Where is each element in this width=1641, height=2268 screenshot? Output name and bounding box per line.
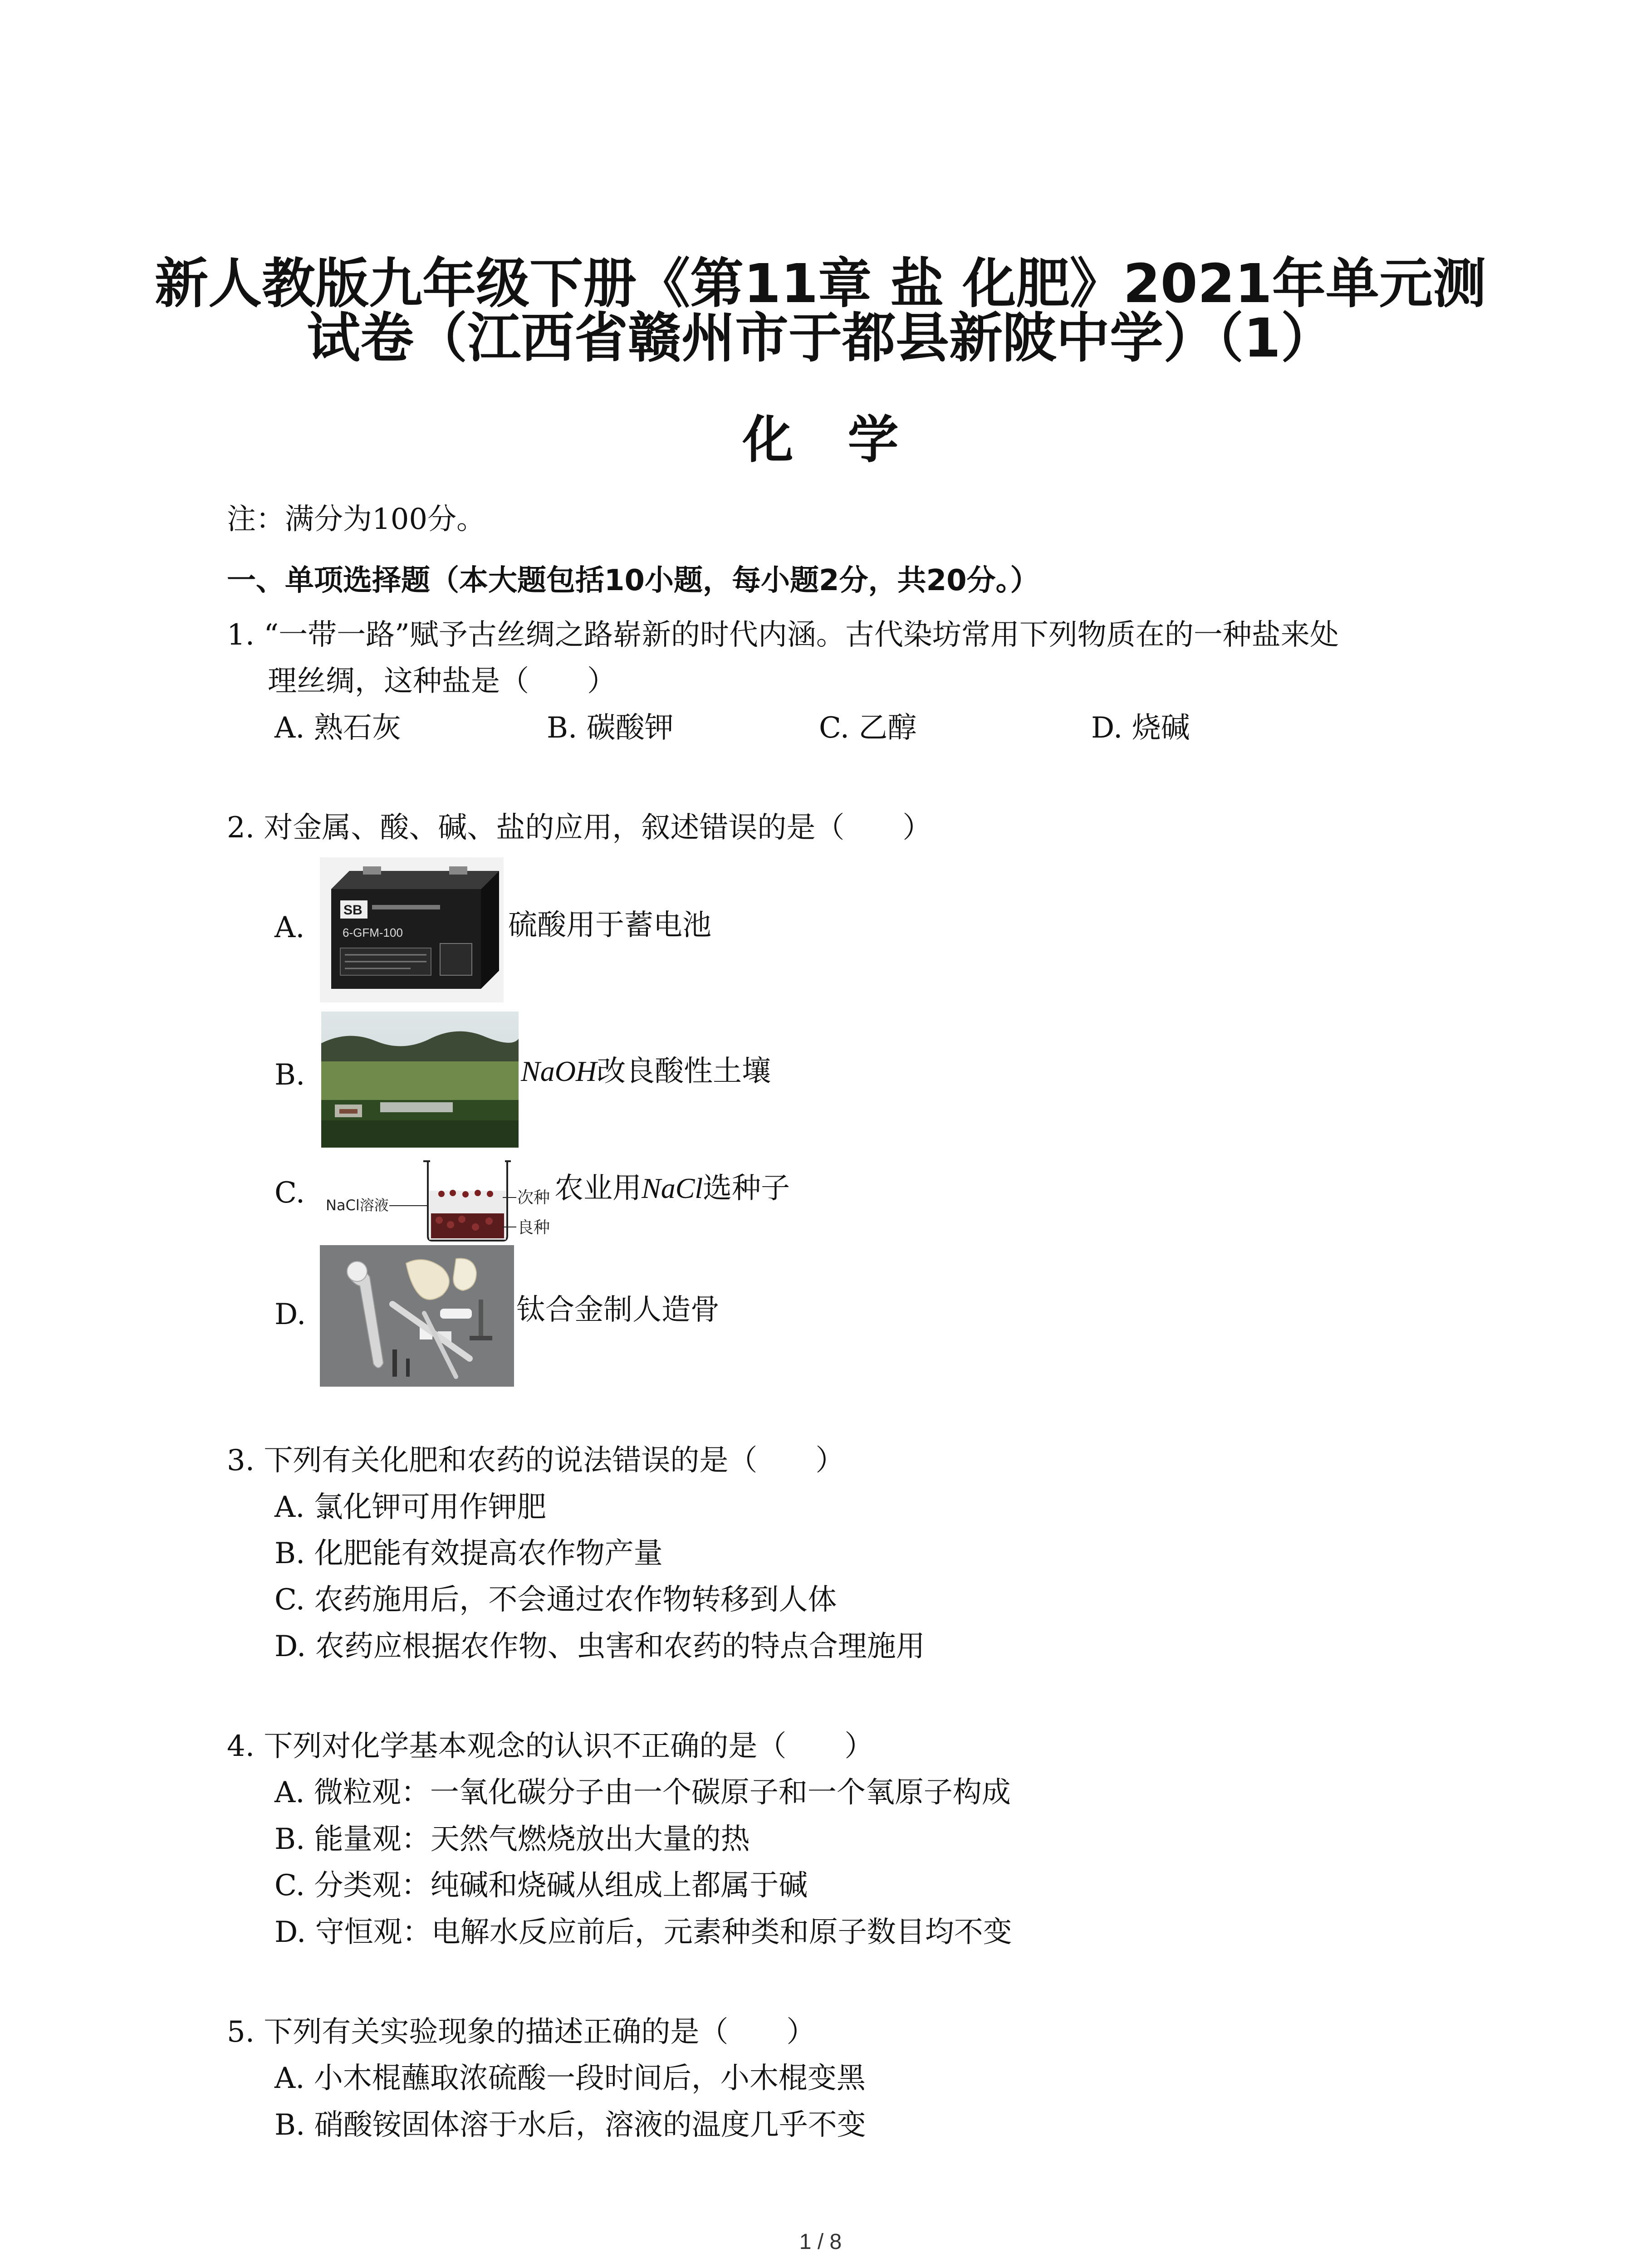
battery-brand: SB: [343, 903, 362, 918]
question-2-option-a-label: A.: [274, 911, 305, 944]
battery-image: [320, 857, 504, 1002]
question-2-option-d-text: 钛合金制人造骨: [516, 1293, 720, 1327]
nacl-solution-label: NaCl溶液: [326, 1197, 389, 1214]
question-1-option-b: B. 碳酸钾: [547, 711, 674, 745]
inferior-seed-label: 次种: [517, 1188, 550, 1207]
question-2-option-b-label: B.: [274, 1058, 305, 1092]
question-2-option-b-text: 改良酸性土壤: [597, 1055, 771, 1088]
seed-selection-figure: [321, 1152, 557, 1252]
question-4-option-c: C. 分类观：纯碱和烧碱从组成上都属于碱: [274, 1869, 808, 1902]
score-note: 注：满分为100分。: [227, 503, 486, 536]
document-title-line-2: 试卷（江西省赣州市于都县新陂中学）（1）: [306, 307, 1335, 369]
battery-model: 6-GFM-100: [343, 926, 403, 939]
nacl-formula: NaCl: [642, 1172, 703, 1204]
question-1-option-d: D. 烧碱: [1091, 711, 1190, 745]
field-photo: [321, 1012, 519, 1148]
question-1-option-a: A. 熟石灰: [274, 711, 401, 745]
question-1-stem-line-2: 理丝绸，这种盐是（ ）: [268, 665, 616, 698]
question-5-stem: 5. 下列有关实验现象的描述正确的是（ ）: [227, 2015, 816, 2049]
question-2-option-d-label: D.: [274, 1298, 306, 1331]
naoh-formula: NaOH: [521, 1055, 597, 1087]
question-3-option-c: C. 农药施用后，不会通过农作物转移到人体: [274, 1583, 837, 1617]
question-4-option-a: A. 微粒观：一氧化碳分子由一个碳原子和一个氧原子构成: [274, 1776, 1011, 1809]
question-2-option-c-label: C.: [274, 1176, 305, 1210]
question-3-option-a: A. 氯化钾可用作钾肥: [274, 1491, 546, 1524]
question-5-option-a: A. 小木棍蘸取浓硫酸一段时间后，小木棍变黑: [274, 2062, 866, 2095]
question-3-option-d: D. 农药应根据农作物、虫害和农药的特点合理施用: [274, 1630, 925, 1663]
question-4-option-d: D. 守恒观：电解水反应前后，元素种类和原子数目均不变: [274, 1916, 1012, 1949]
question-2-option-c-text-wrap: [554, 1170, 790, 1207]
question-1-option-c: C. 乙醇: [819, 711, 917, 745]
question-4-option-b: B. 能量观：天然气燃烧放出大量的热: [274, 1823, 750, 1856]
good-seed-label: 良种: [517, 1218, 550, 1237]
question-1-stem-line-1: 1. “一带一路”赋予古丝绸之路崭新的时代内涵。古代染坊常用下列物质在的一种盐来处: [227, 618, 1339, 652]
document-title-line-1: 新人教版九年级下册《第11章 盐 化肥》2021年单元测: [155, 252, 1486, 315]
question-5-option-b: B. 硝酸铵固体溶于水后，溶液的温度几乎不变: [274, 2108, 866, 2142]
question-3-option-b: B. 化肥能有效提高农作物产量: [274, 1537, 663, 1570]
question-3-stem: 3. 下列有关化肥和农药的说法错误的是（ ）: [227, 1444, 845, 1477]
subject-title: 化学: [742, 411, 953, 469]
titanium-implant-photo: [320, 1245, 514, 1387]
section-heading: 一、单项选择题（本大题包括10小题，每小题2分，共20分。）: [227, 564, 1039, 597]
question-2-stem: 2. 对金属、酸、碱、盐的应用，叙述错误的是（ ）: [227, 811, 932, 845]
question-2-option-c-suffix: 选种子: [703, 1172, 790, 1205]
page-number: 1 / 8: [799, 2230, 842, 2254]
question-2-option-c-prefix: 农业用: [554, 1172, 642, 1205]
question-2-option-a-text: 硫酸用于蓄电池: [508, 909, 711, 942]
question-2-option-b-text-wrap: [521, 1053, 771, 1090]
question-4-stem: 4. 下列对化学基本观念的认识不正确的是（ ）: [227, 1730, 874, 1763]
